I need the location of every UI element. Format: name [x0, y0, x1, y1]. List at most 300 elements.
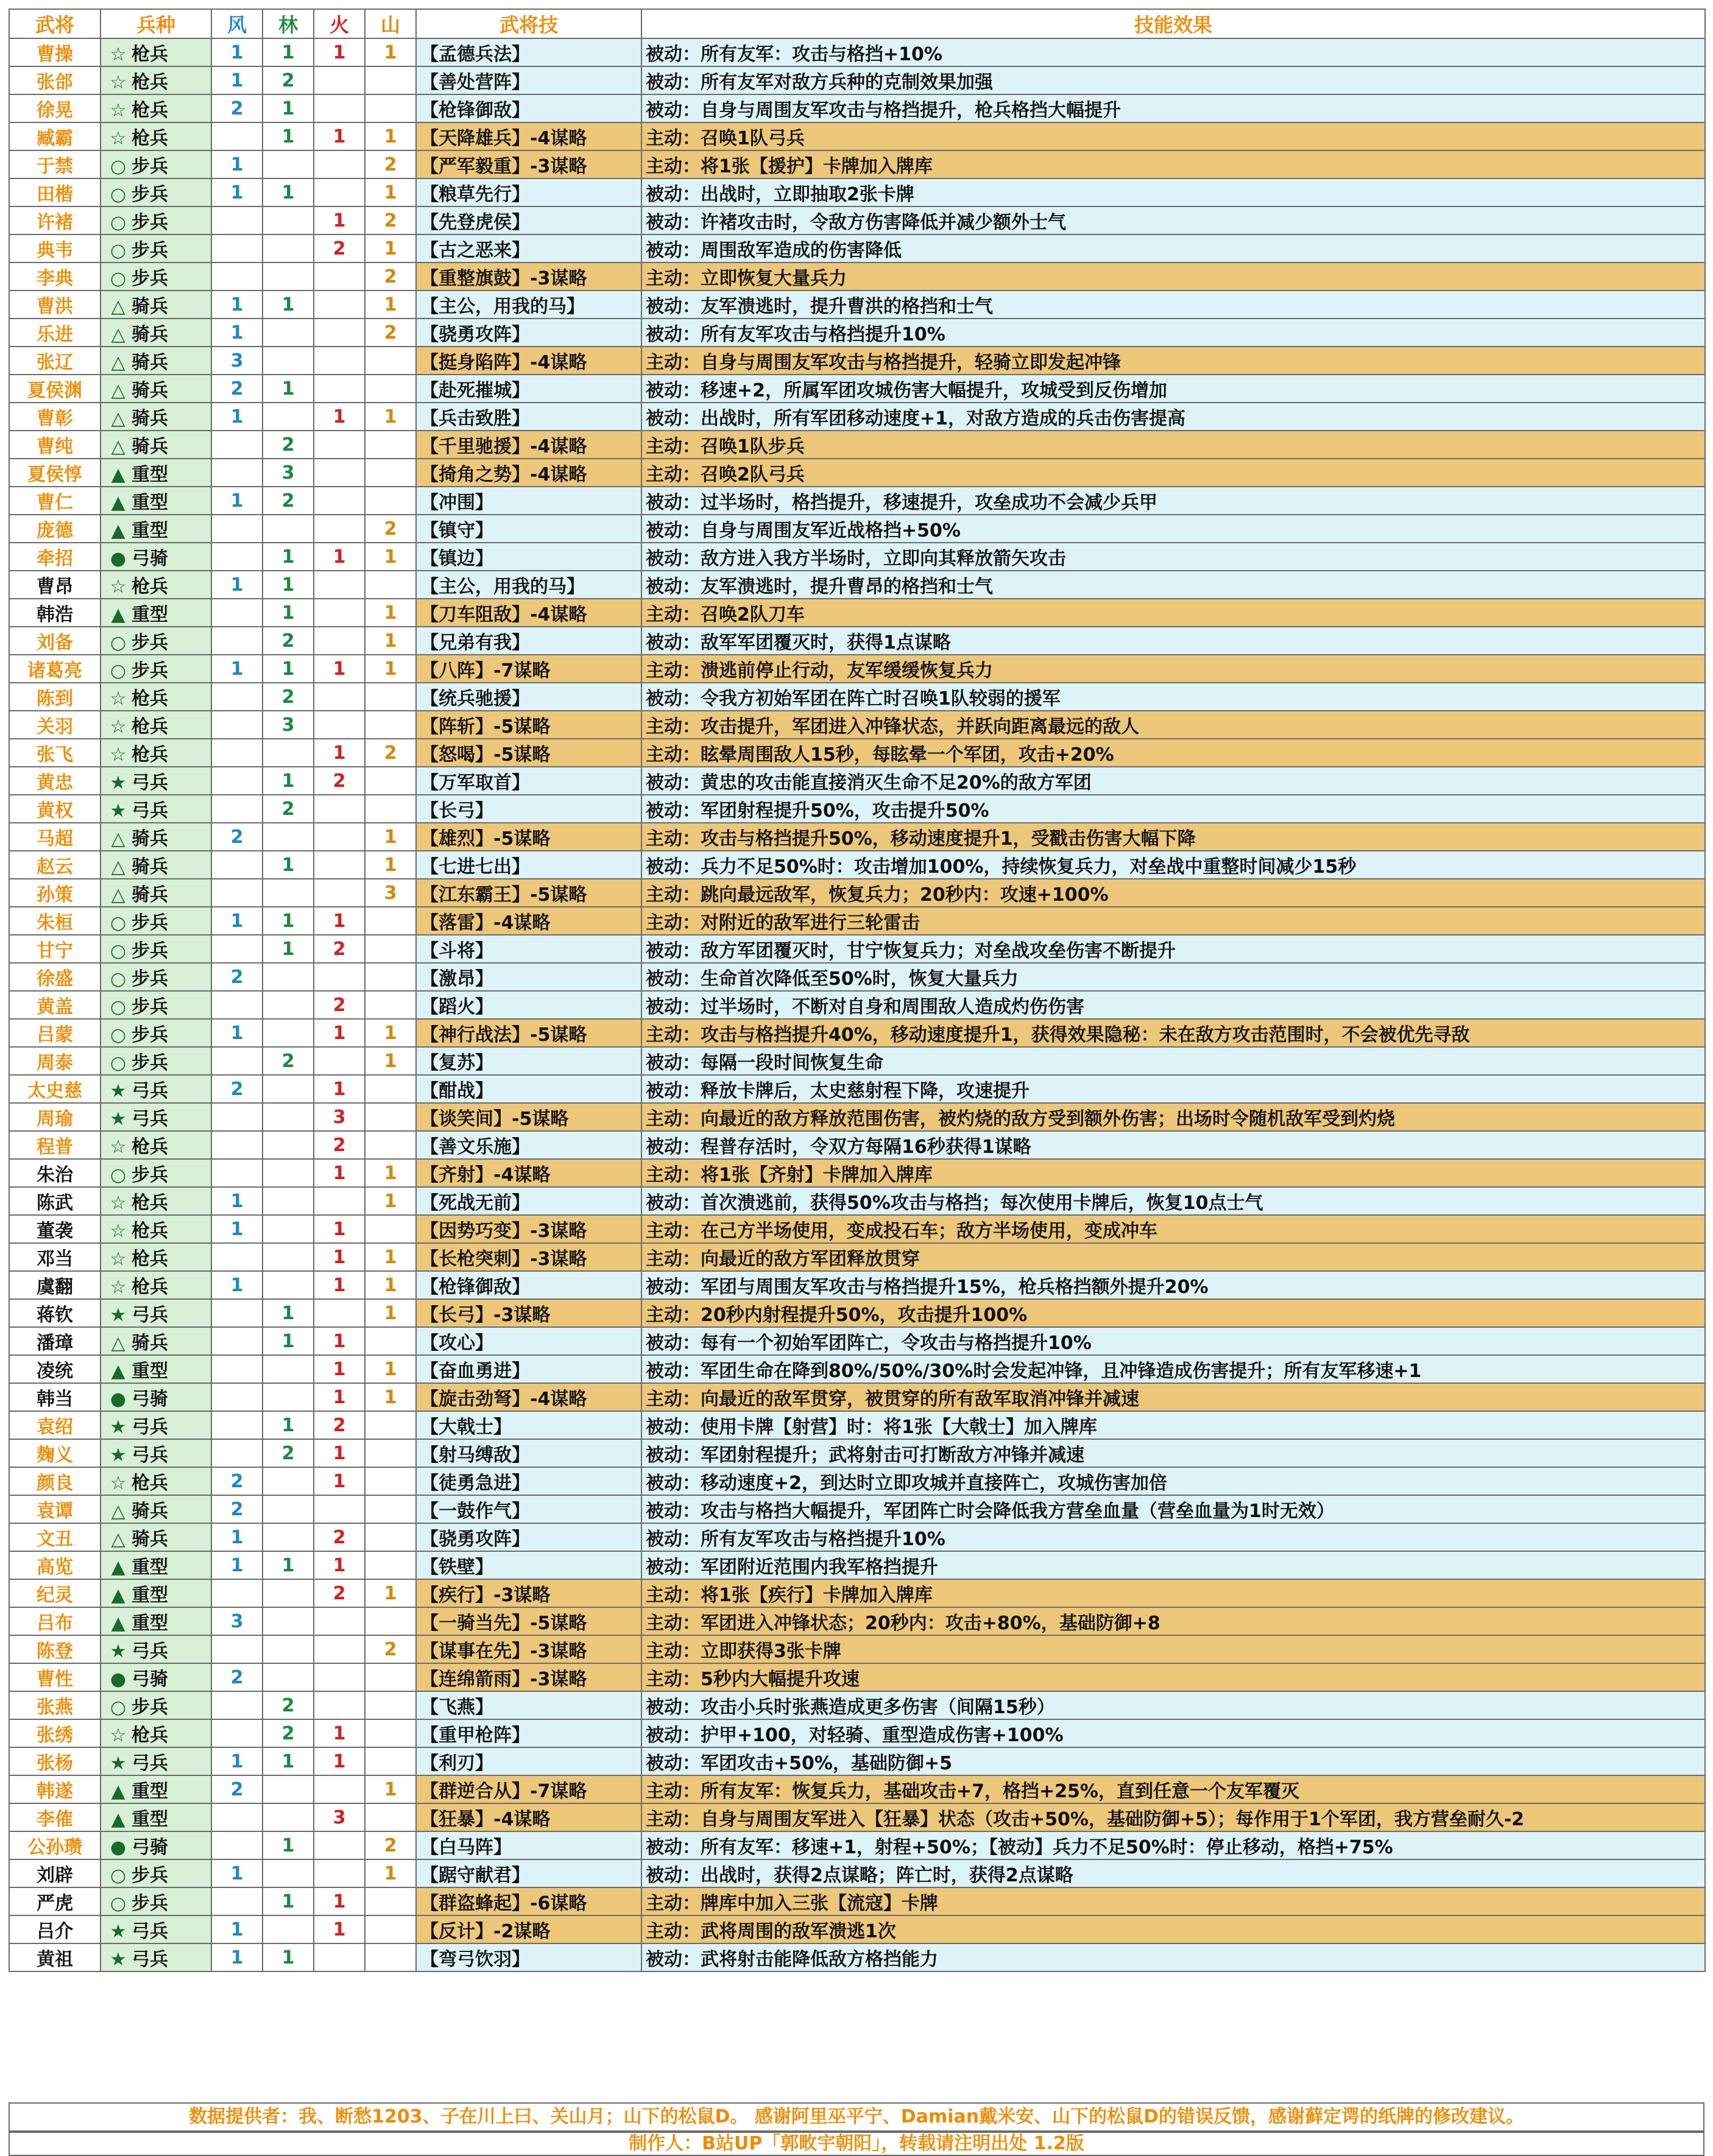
unit-type — [101, 319, 211, 347]
unit-type-label: 重型 — [132, 492, 168, 513]
stat-huo — [314, 795, 365, 823]
stat-lin: 1 — [263, 851, 314, 879]
hero-name: 严虎 — [9, 1887, 101, 1915]
stat-shan — [365, 1551, 416, 1579]
stat-shan — [365, 1439, 416, 1467]
stat-huo — [314, 599, 365, 627]
stat-shan: 1 — [365, 178, 416, 206]
unit-type — [101, 66, 211, 94]
header-effect: 技能效果 — [641, 9, 1705, 38]
stat-huo: 1 — [314, 907, 365, 935]
stat-feng: 3 — [211, 1607, 263, 1635]
unit-type-label: 步兵 — [132, 212, 168, 233]
stat-lin — [263, 150, 314, 178]
stat-lin — [263, 515, 314, 543]
skill-name: 【长弓】 — [416, 795, 641, 823]
stat-huo: 1 — [314, 1915, 365, 1943]
unit-type — [101, 935, 211, 963]
hero-name: 黄忠 — [9, 767, 101, 795]
unit-type-label: 弓兵 — [132, 772, 168, 794]
unit-type-symbol-icon: △ — [111, 884, 125, 906]
skill-name: 【万军取首】 — [416, 767, 641, 795]
hero-name: 田楷 — [9, 178, 101, 206]
unit-type-symbol-icon: ▲ — [111, 1613, 125, 1634]
stat-lin: 3 — [263, 459, 314, 487]
unit-type — [101, 1859, 211, 1887]
stat-shan: 1 — [365, 38, 416, 66]
stat-feng — [211, 1103, 263, 1131]
stat-feng: 1 — [211, 1523, 263, 1551]
stat-feng: 1 — [211, 319, 263, 347]
skill-name: 【落雷】-4谋略 — [416, 907, 641, 935]
skill-name: 【孟德兵法】 — [416, 38, 641, 66]
unit-type-label: 骑兵 — [132, 436, 168, 457]
unit-type — [101, 1915, 211, 1943]
stat-shan — [365, 1747, 416, 1775]
unit-type-symbol-icon: ★ — [110, 1305, 127, 1326]
unit-type-symbol-icon: ▲ — [111, 1557, 125, 1578]
table-row — [9, 38, 1705, 66]
skill-name: 【严军毅重】-3谋略 — [416, 150, 641, 178]
skill-name: 【死战无前】 — [416, 1187, 641, 1215]
skill-name: 【天降雄兵】-4谋略 — [416, 122, 641, 150]
hero-name: 徐盛 — [9, 963, 101, 991]
stat-lin: 1 — [263, 291, 314, 319]
stat-shan — [365, 935, 416, 963]
hero-name: 关羽 — [9, 711, 101, 739]
unit-type — [101, 431, 211, 459]
hero-name: 曹性 — [9, 1663, 101, 1691]
table-row — [9, 1691, 1705, 1719]
table-row — [9, 1859, 1705, 1887]
unit-type — [101, 1495, 211, 1523]
stat-huo: 3 — [314, 1803, 365, 1831]
table-row — [9, 1887, 1705, 1915]
skill-name: 【八阵】-7谋略 — [416, 655, 641, 683]
hero-name: 曹洪 — [9, 291, 101, 319]
stat-shan — [365, 1495, 416, 1523]
table-row — [9, 1775, 1705, 1803]
stat-huo — [314, 178, 365, 206]
unit-type — [101, 1691, 211, 1719]
stat-shan: 2 — [365, 262, 416, 291]
unit-type-symbol-icon: ○ — [110, 1052, 127, 1074]
stat-shan: 1 — [365, 403, 416, 431]
unit-type-symbol-icon: ○ — [110, 1164, 127, 1186]
skill-effect: 主动：立即获得3张卡牌 — [641, 1635, 1705, 1663]
unit-type — [101, 150, 211, 178]
unit-type — [101, 1523, 211, 1551]
skill-name: 【骁勇攻阵】 — [416, 319, 641, 347]
unit-type — [101, 1327, 211, 1355]
hero-name: 凌统 — [9, 1355, 101, 1383]
stat-shan — [365, 1915, 416, 1943]
stat-feng — [211, 1831, 263, 1859]
stat-feng: 1 — [211, 1271, 263, 1299]
table-row — [9, 122, 1705, 150]
unit-type-label: 步兵 — [132, 1865, 168, 1886]
skill-effect: 主动：自身与周围友军进入【狂暴】状态（攻击+50%，基础防御+5）；每作用于1个军团，我方营垒耐久-2 — [641, 1803, 1705, 1831]
unit-type-label: 步兵 — [132, 1893, 168, 1914]
unit-type — [101, 851, 211, 879]
stat-feng: 2 — [211, 1495, 263, 1523]
table-row — [9, 1663, 1705, 1691]
skill-effect: 被动：敌方进入我方半场时，立即向其释放箭矢攻击 — [641, 543, 1705, 571]
unit-type-symbol-icon: ○ — [110, 1893, 127, 1914]
stat-lin — [263, 234, 314, 262]
skill-name: 【射马缚敌】 — [416, 1439, 641, 1467]
unit-type-symbol-icon: ● — [110, 1837, 127, 1858]
unit-type — [101, 122, 211, 150]
stat-shan — [365, 1719, 416, 1747]
unit-type — [101, 1719, 211, 1747]
unit-type-symbol-icon: ▲ — [111, 604, 125, 625]
skill-name: 【统兵驰援】 — [416, 683, 641, 711]
stat-huo: 1 — [314, 655, 365, 683]
unit-type — [101, 655, 211, 683]
stat-lin — [263, 403, 314, 431]
stat-huo — [314, 66, 365, 94]
hero-name: 甘宁 — [9, 935, 101, 963]
skill-effect: 被动：出战时，立即抽取2张卡牌 — [641, 178, 1705, 206]
skill-effect: 被动：所有友军攻击与格挡提升10% — [641, 319, 1705, 347]
unit-type-label: 弓兵 — [132, 1305, 168, 1326]
unit-type-symbol-icon: △ — [111, 828, 125, 850]
table-row — [9, 1299, 1705, 1327]
hero-name: 赵云 — [9, 851, 101, 879]
hero-name: 吕介 — [9, 1915, 101, 1943]
skill-effect: 主动：向最近的敌军贯穿，被贯穿的所有敌军取消冲锋并减速 — [641, 1383, 1705, 1411]
unit-type-symbol-icon: ▲ — [111, 492, 125, 513]
stat-feng: 1 — [211, 1915, 263, 1943]
unit-type-symbol-icon: ☆ — [110, 1249, 127, 1270]
skill-effect: 主动：召唤1队步兵 — [641, 431, 1705, 459]
unit-type — [101, 291, 211, 319]
stat-huo — [314, 1635, 365, 1663]
hero-name: 诸葛亮 — [9, 655, 101, 683]
unit-type-symbol-icon: ☆ — [110, 44, 127, 65]
unit-type-symbol-icon: ★ — [110, 1445, 127, 1466]
stat-lin: 1 — [263, 1943, 314, 1971]
table-row — [9, 1439, 1705, 1467]
stat-feng: 1 — [211, 1187, 263, 1215]
stat-feng: 1 — [211, 38, 263, 66]
skill-name: 【赴死摧城】 — [416, 375, 641, 403]
hero-name: 曹昂 — [9, 571, 101, 599]
table-row — [9, 150, 1705, 178]
table-row — [9, 543, 1705, 571]
skill-name: 【一骑当先】-5谋略 — [416, 1607, 641, 1635]
unit-type — [101, 1159, 211, 1187]
table-row — [9, 1271, 1705, 1299]
unit-type-symbol-icon: ★ — [110, 800, 127, 822]
stat-shan — [365, 1803, 416, 1831]
skill-name: 【七进七出】 — [416, 851, 641, 879]
hero-name: 陈登 — [9, 1635, 101, 1663]
header-row — [9, 9, 1705, 38]
stat-lin — [263, 879, 314, 907]
stat-huo: 2 — [314, 1579, 365, 1607]
stat-feng — [211, 515, 263, 543]
skill-name: 【枪锋御敌】 — [416, 1271, 641, 1299]
unit-type — [101, 1383, 211, 1411]
table-row — [9, 1215, 1705, 1243]
stat-shan — [365, 1691, 416, 1719]
unit-type-symbol-icon: ○ — [110, 632, 127, 653]
unit-type — [101, 1607, 211, 1635]
stat-lin — [263, 1523, 314, 1551]
stat-huo: 1 — [314, 1887, 365, 1915]
header-feng: 风 — [211, 9, 263, 38]
hero-name: 韩当 — [9, 1383, 101, 1411]
stat-huo: 1 — [314, 122, 365, 150]
stat-lin — [263, 1103, 314, 1131]
unit-type-label: 骑兵 — [132, 380, 168, 401]
stat-lin: 2 — [263, 1691, 314, 1719]
hero-name: 张辽 — [9, 347, 101, 375]
unit-type-symbol-icon: ☆ — [110, 1221, 127, 1242]
table-row — [9, 1467, 1705, 1495]
stat-feng — [211, 1803, 263, 1831]
hero-name: 张绣 — [9, 1719, 101, 1747]
stat-shan — [365, 375, 416, 403]
skill-effect: 被动：军团射程提升50%，攻击提升50% — [641, 795, 1705, 823]
stat-lin — [263, 1915, 314, 1943]
skill-name: 【铁壁】 — [416, 1551, 641, 1579]
skill-name: 【骁勇攻阵】 — [416, 1523, 641, 1551]
stat-lin: 1 — [263, 907, 314, 935]
table-row — [9, 1327, 1705, 1355]
stat-lin — [263, 262, 314, 291]
stat-shan: 2 — [365, 1831, 416, 1859]
stat-feng — [211, 234, 263, 262]
unit-type-label: 骑兵 — [132, 324, 168, 345]
stat-huo: 1 — [314, 1467, 365, 1495]
skill-effect: 主动：召唤2队刀车 — [641, 599, 1705, 627]
unit-type-label: 步兵 — [132, 912, 168, 934]
skill-name: 【群盗蜂起】-6谋略 — [416, 1887, 641, 1915]
hero-name: 虞翻 — [9, 1271, 101, 1299]
stat-lin — [263, 1159, 314, 1187]
stat-shan — [365, 487, 416, 515]
stat-lin: 1 — [263, 1299, 314, 1327]
skill-effect: 被动：许褚攻击时，令敌方伤害降低并减少额外士气 — [641, 206, 1705, 234]
stat-huo — [314, 879, 365, 907]
hero-name: 吕布 — [9, 1607, 101, 1635]
unit-type-label: 枪兵 — [132, 44, 168, 65]
stat-shan — [365, 571, 416, 599]
hero-name: 张郃 — [9, 66, 101, 94]
skill-name: 【挺身陷阵】-4谋略 — [416, 347, 641, 375]
stat-feng — [211, 206, 263, 234]
hero-name: 马超 — [9, 823, 101, 851]
skill-name: 【枪锋御敌】 — [416, 94, 641, 122]
stat-lin: 2 — [263, 66, 314, 94]
unit-type — [101, 571, 211, 599]
unit-type-symbol-icon: ○ — [110, 1024, 127, 1046]
stat-feng — [211, 1327, 263, 1355]
stat-shan: 2 — [365, 206, 416, 234]
unit-type-symbol-icon: △ — [111, 324, 125, 345]
stat-lin: 1 — [263, 94, 314, 122]
stat-shan: 1 — [365, 655, 416, 683]
stat-feng — [211, 1299, 263, 1327]
unit-type-label: 骑兵 — [132, 352, 168, 373]
unit-type-label: 骑兵 — [132, 1501, 168, 1522]
stat-shan: 1 — [365, 543, 416, 571]
skill-effect: 被动：所有友军攻击与格挡提升10% — [641, 1523, 1705, 1551]
skill-effect: 主动：将1张【援护】卡牌加入牌库 — [641, 150, 1705, 178]
skill-name: 【酣战】 — [416, 1075, 641, 1103]
stat-huo: 2 — [314, 935, 365, 963]
unit-type-label: 步兵 — [132, 1052, 168, 1074]
unit-type — [101, 1411, 211, 1439]
stat-feng: 1 — [211, 571, 263, 599]
stat-feng: 1 — [211, 403, 263, 431]
hero-name: 麹义 — [9, 1439, 101, 1467]
stat-shan — [365, 963, 416, 991]
stat-feng — [211, 795, 263, 823]
hero-name: 张燕 — [9, 1691, 101, 1719]
table-row — [9, 683, 1705, 711]
stat-feng — [211, 1411, 263, 1439]
stat-lin: 1 — [263, 543, 314, 571]
hero-name: 蒋钦 — [9, 1299, 101, 1327]
table-row — [9, 1103, 1705, 1131]
skill-effect: 被动：敌方军团覆灭时，甘宁恢复兵力；对垒战攻垒伤害不断提升 — [641, 935, 1705, 963]
skill-effect: 被动：移速+2，所属军团攻城伤害大幅提升，攻城受到反伤增加 — [641, 375, 1705, 403]
stat-lin: 1 — [263, 1887, 314, 1915]
stat-feng — [211, 767, 263, 795]
stat-lin: 2 — [263, 1047, 314, 1075]
skill-effect: 被动：敌军军团覆灭时，获得1点谋略 — [641, 627, 1705, 655]
footer-credits: 数据提供者：我、断愁1203、子在川上曰、关山月；山下的松鼠D。 感谢阿里巫平宁、Damian戴米安、山下的松鼠D的错误反馈，感谢藓定谔的纸牌的修改建议。 — [9, 2102, 1704, 2132]
stat-feng: 1 — [211, 1551, 263, 1579]
header-huo: 火 — [314, 9, 365, 38]
skill-name: 【阵斩】-5谋略 — [416, 711, 641, 739]
stat-huo: 1 — [314, 1159, 365, 1187]
table-row — [9, 1635, 1705, 1663]
skill-effect: 主动：攻击与格挡提升50%，移动速度提升1，受戳击伤害大幅下降 — [641, 823, 1705, 851]
stat-feng — [211, 1355, 263, 1383]
skill-effect: 被动：出战时，获得2点谋略；阵亡时，获得2点谋略 — [641, 1859, 1705, 1887]
skill-name: 【神行战法】-5谋略 — [416, 1019, 641, 1047]
skill-effect: 被动：友军溃逃时，提升曹洪的格挡和士气 — [641, 291, 1705, 319]
skill-effect: 主动：跳向最远敌军，恢复兵力；20秒内：攻速+100% — [641, 879, 1705, 907]
stat-lin — [263, 1467, 314, 1495]
stat-shan: 2 — [365, 150, 416, 178]
stat-lin: 1 — [263, 375, 314, 403]
unit-type-label: 步兵 — [132, 184, 168, 205]
unit-type-label: 枪兵 — [132, 1473, 168, 1494]
unit-type — [101, 1047, 211, 1075]
unit-type — [101, 1663, 211, 1691]
unit-type-label: 步兵 — [132, 240, 168, 261]
skill-name: 【兵击致胜】 — [416, 403, 641, 431]
hero-name: 乐进 — [9, 319, 101, 347]
stat-lin: 2 — [263, 1719, 314, 1747]
skill-effect: 主动：召唤1队弓兵 — [641, 122, 1705, 150]
unit-type-label: 枪兵 — [132, 1249, 168, 1270]
stat-lin: 2 — [263, 487, 314, 515]
unit-type — [101, 627, 211, 655]
skill-name: 【因势巧变】-3谋略 — [416, 1215, 641, 1243]
table-row — [9, 262, 1705, 291]
stat-shan: 1 — [365, 1047, 416, 1075]
stat-lin — [263, 1215, 314, 1243]
unit-type-label: 弓兵 — [132, 1921, 168, 1942]
unit-type-symbol-icon: ○ — [110, 968, 127, 990]
skill-effect: 主动：眩晕周围敌人15秒，每眩晕一个军团，攻击+20% — [641, 739, 1705, 767]
unit-type-symbol-icon: ○ — [110, 1697, 127, 1718]
stat-huo — [314, 571, 365, 599]
stat-lin: 2 — [263, 431, 314, 459]
unit-type-symbol-icon: △ — [111, 408, 125, 429]
header-lin: 林 — [263, 9, 314, 38]
hero-name: 黄盖 — [9, 991, 101, 1019]
skill-effect: 主动：武将周围的敌军溃逃1次 — [641, 1915, 1705, 1943]
stat-shan — [365, 1523, 416, 1551]
unit-type-label: 弓兵 — [132, 1445, 168, 1466]
stat-lin — [263, 1579, 314, 1607]
unit-type — [101, 206, 211, 234]
table-row — [9, 94, 1705, 122]
skill-effect: 被动：自身与周围友军攻击与格挡提升，枪兵格挡大幅提升 — [641, 94, 1705, 122]
skill-effect: 被动：军团生命在降到80%/50%/30%时会发起冲锋，且冲锋造成伤害提升；所有友军移速+1 — [641, 1355, 1705, 1383]
unit-type — [101, 262, 211, 291]
unit-type — [101, 38, 211, 66]
skill-effect: 主动：对附近的敌军进行三轮雷击 — [641, 907, 1705, 935]
stat-feng: 2 — [211, 1663, 263, 1691]
stat-huo — [314, 711, 365, 739]
skill-effect: 被动：每隔一段时间恢复生命 — [641, 1047, 1705, 1075]
unit-type-label: 骑兵 — [132, 408, 168, 429]
skill-effect: 被动：所有友军对敌方兵种的克制效果加强 — [641, 66, 1705, 94]
stat-huo: 1 — [314, 1243, 365, 1271]
unit-type-symbol-icon: ★ — [110, 1080, 127, 1102]
unit-type — [101, 459, 211, 487]
stat-feng — [211, 599, 263, 627]
skill-name: 【雄烈】-5谋略 — [416, 823, 641, 851]
hero-name: 朱治 — [9, 1159, 101, 1187]
stat-lin — [263, 1383, 314, 1411]
table-row — [9, 627, 1705, 655]
stat-huo: 1 — [314, 1271, 365, 1299]
skill-effect: 被动：友军溃逃时，提升曹昂的格挡和士气 — [641, 571, 1705, 599]
stat-huo — [314, 1607, 365, 1635]
stat-huo — [314, 1831, 365, 1859]
skill-effect: 被动：每有一个初始军团阵亡，令攻击与格挡提升10% — [641, 1327, 1705, 1355]
stat-huo — [314, 963, 365, 991]
table-row — [9, 206, 1705, 234]
skill-name: 【主公，用我的马】 — [416, 291, 641, 319]
skill-effect: 被动：军团攻击+50%，基础防御+5 — [641, 1747, 1705, 1775]
stat-shan — [365, 1887, 416, 1915]
stat-lin — [263, 1663, 314, 1691]
table-row — [9, 711, 1705, 739]
stat-lin: 2 — [263, 683, 314, 711]
stat-huo: 2 — [314, 234, 365, 262]
table-row — [9, 879, 1705, 907]
unit-type-symbol-icon: ○ — [110, 660, 127, 682]
skill-name: 【长枪突刺】-3谋略 — [416, 1243, 641, 1271]
stat-huo — [314, 94, 365, 122]
stat-lin — [263, 739, 314, 767]
stat-feng: 1 — [211, 150, 263, 178]
stat-shan — [365, 66, 416, 94]
unit-type-symbol-icon: ▲ — [111, 520, 125, 541]
table-row — [9, 571, 1705, 599]
